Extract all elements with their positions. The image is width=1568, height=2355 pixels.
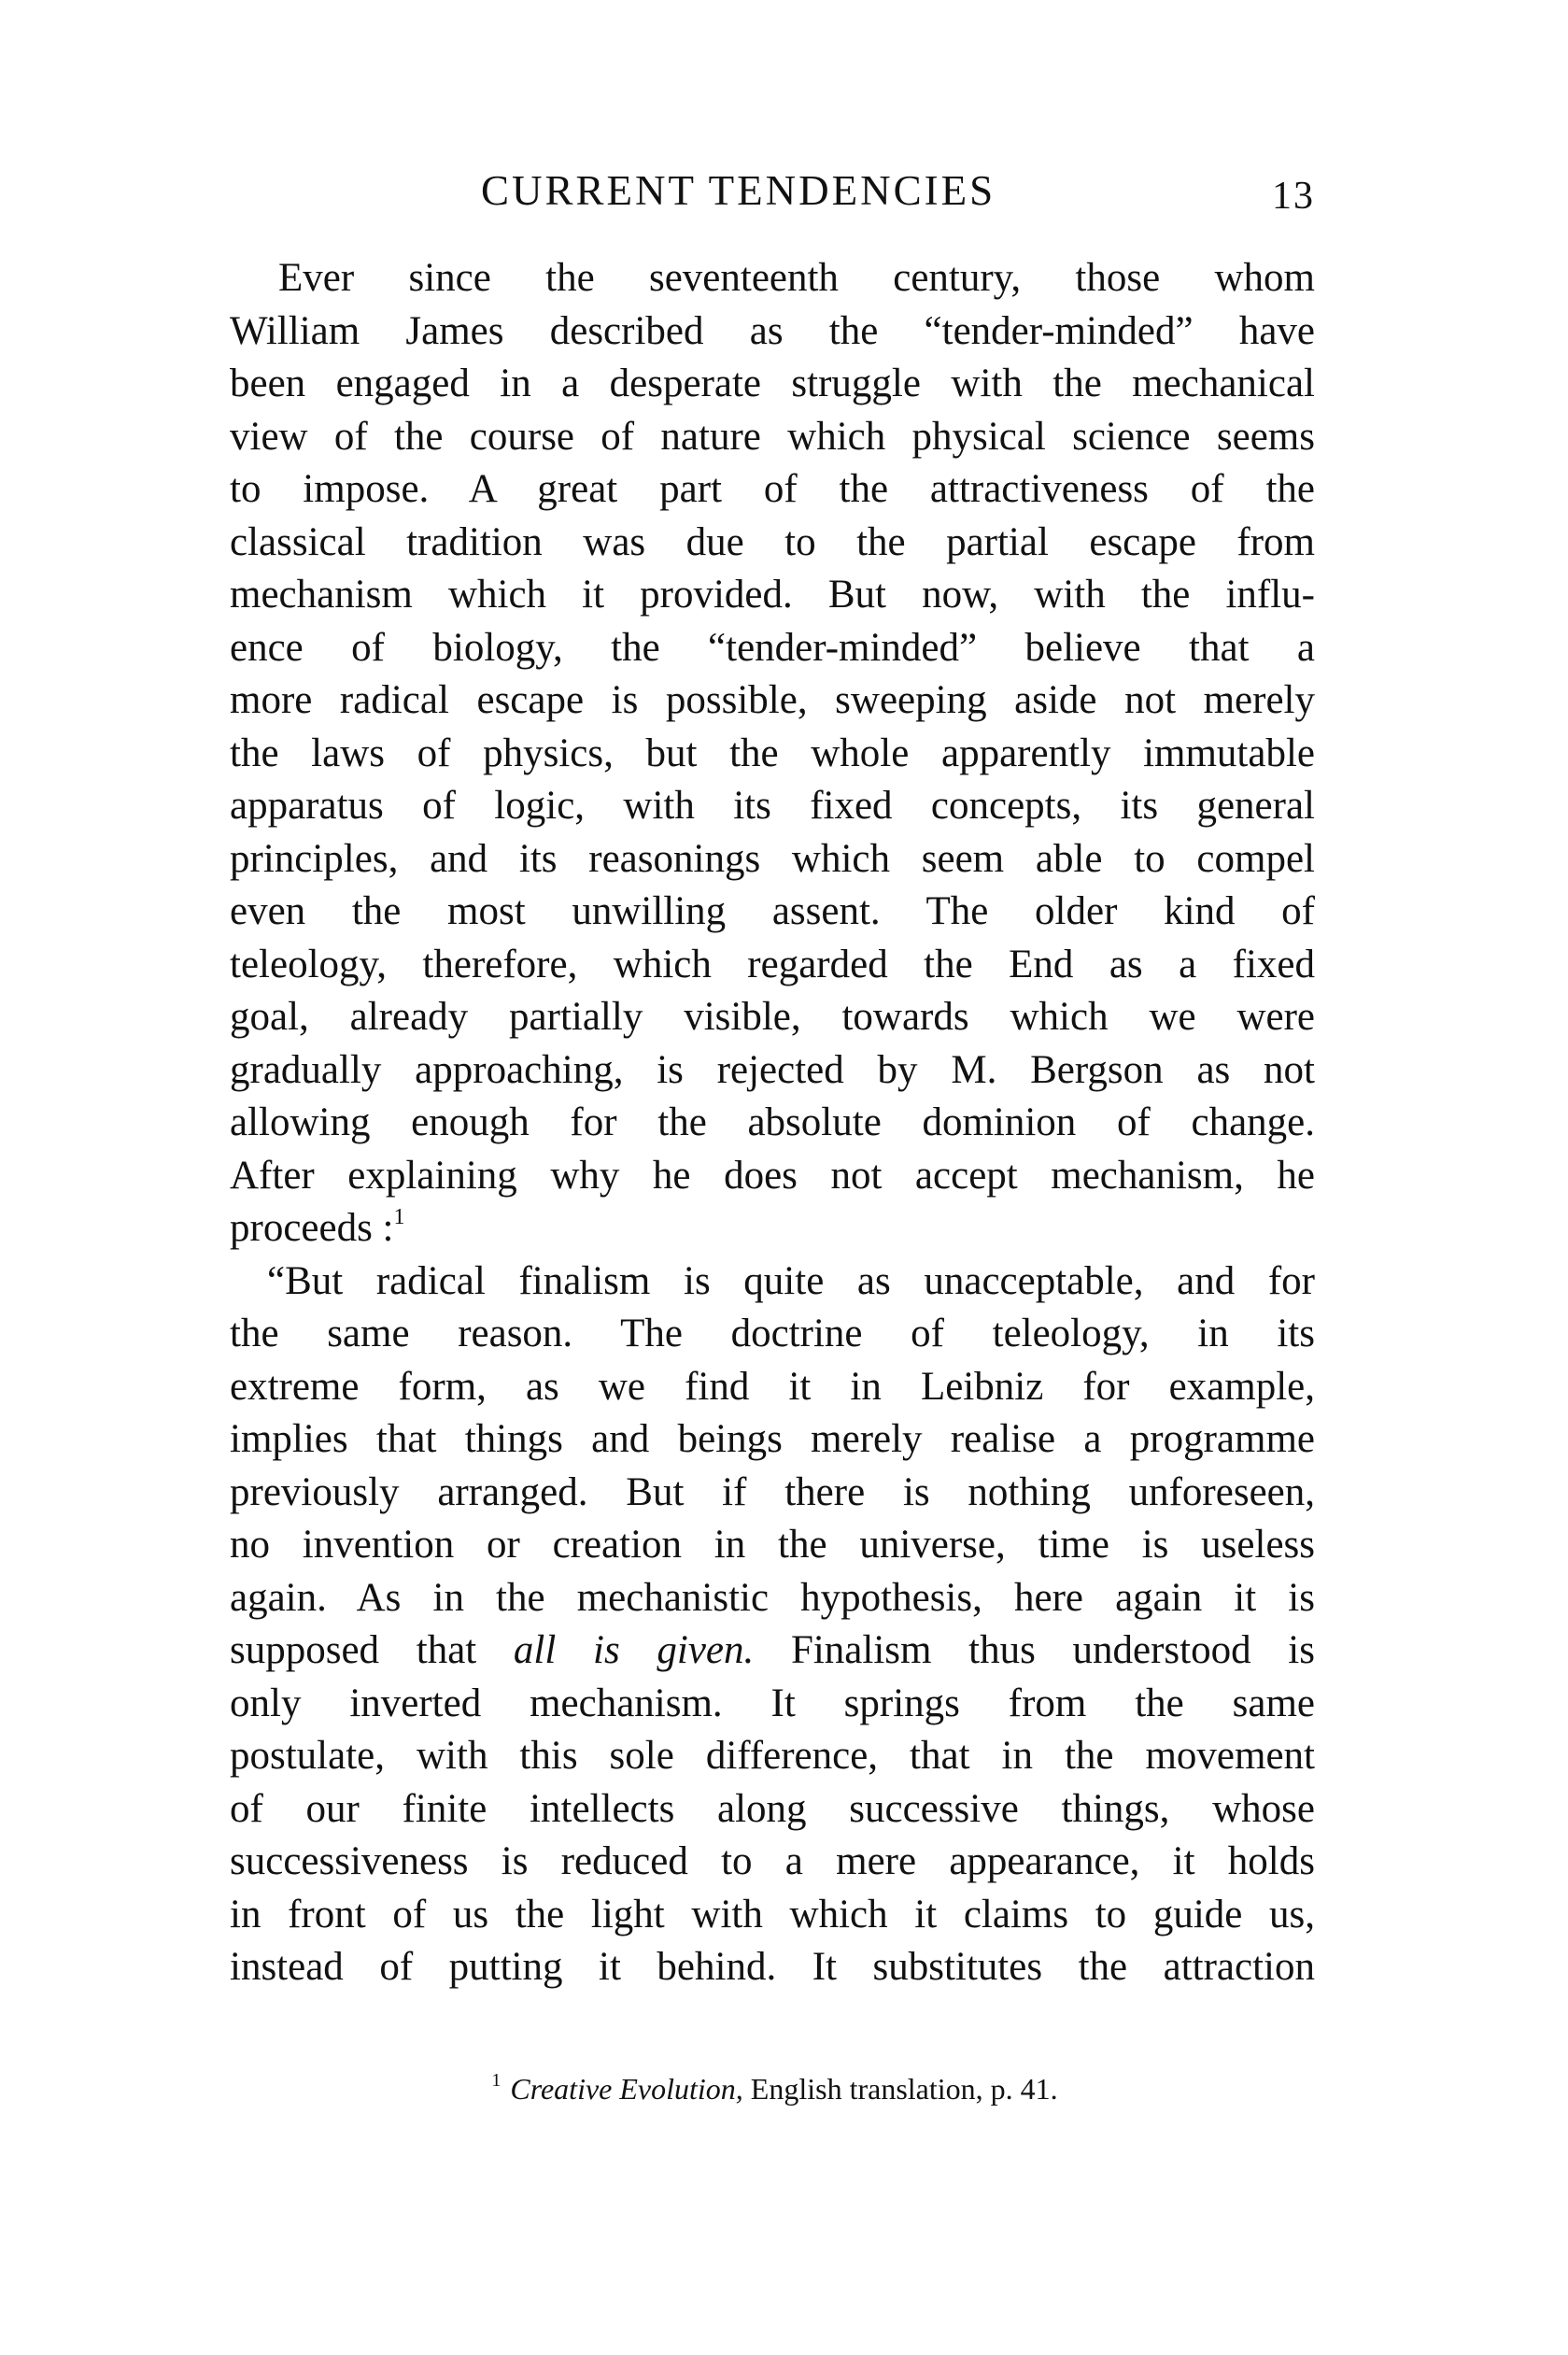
footnote-reference: 1 [393, 1205, 405, 1229]
text-line [230, 1624, 1315, 1678]
text-line: apparatus of logic, with its fixed concepts, its general [230, 784, 1315, 828]
text-line: only inverted mechanism. It springs from the same [230, 1681, 1315, 1725]
text-line: Ever since the seventeenth century, those whom [278, 256, 1315, 300]
text-line: William James described as the “tender-minded” have [230, 308, 1315, 353]
text-line: After explaining why he does not accept mechanism, he [230, 1153, 1315, 1198]
text-line: in front of us the light with which it claims to guide us, [230, 1892, 1315, 1936]
text-line: again. As in the mechanistic hypothesis, here again it is [230, 1575, 1315, 1620]
text-line: view of the course of nature which physical science seems [230, 414, 1315, 459]
text-line: gradually approaching, is rejected by M. Bergson as not [230, 1047, 1315, 1092]
text-line: teleology, therefore, which regarded the End as a fixed [230, 942, 1315, 986]
text-line: of our finite intellects along successive things, whose [230, 1786, 1315, 1831]
paragraph-1 [230, 252, 1315, 1256]
text-line: goal, already partially visible, towards which we were [230, 995, 1315, 1039]
line-text: Finalism thus understood is [754, 1628, 1315, 1672]
paragraph-2-quotation [230, 1256, 1315, 1994]
running-title: CURRENT TENDENCIES [481, 167, 996, 214]
text-line: postulate, with this sole difference, that in the movement [230, 1734, 1315, 1778]
italic-emphasis: all is given. [513, 1628, 755, 1672]
text-line: allowing enough for the absolute dominion of change. [230, 1100, 1315, 1144]
text-line: successiveness is reduced to a mere appearance, it holds [230, 1839, 1315, 1883]
text-line: ence of biology, the “tender-minded” believe that a [230, 625, 1315, 670]
line-text: proceeds : [230, 1206, 394, 1250]
running-head [0, 164, 1568, 217]
text-line: the laws of physics, but the whole apparently immutable [230, 731, 1315, 775]
line-text: supposed that [230, 1628, 514, 1672]
body-text [230, 252, 1315, 1994]
text-line: previously arranged. But if there is nothing unforeseen, [230, 1469, 1315, 1514]
footnote [0, 2068, 1568, 2109]
footnote-marker: 1 [491, 2070, 501, 2091]
text-line: principles, and its reasonings which seem able to compel [230, 836, 1315, 881]
text-line: the same reason. The doctrine of teleology, in its [230, 1312, 1315, 1355]
text-line: “But radical finalism is quite as unacceptable, and for [267, 1258, 1315, 1303]
text-line: mechanism which it provided. But now, with the influ- [230, 573, 1315, 617]
footnote-text: English translation, p. 41. [742, 2072, 1058, 2106]
footnote-book-title: Creative Evolution, [510, 2072, 743, 2106]
text-line: no invention or creation in the universe, time is useless [230, 1523, 1315, 1567]
text-line: instead of putting it behind. It substitutes the attraction [230, 1945, 1315, 1989]
footnote-content [491, 2068, 1057, 2109]
text-line: classical tradition was due to the partial escape from [230, 519, 1315, 564]
page-number: 13 [1272, 175, 1315, 218]
text-line: to impose. A great part of the attractiveness of the [230, 467, 1315, 511]
text-line [230, 1202, 1315, 1256]
text-line: implies that things and beings merely realise a programme [230, 1417, 1315, 1461]
text-line: extreme form, as we find it in Leibniz for example, [230, 1364, 1315, 1409]
text-line: more radical escape is possible, sweeping aside not merely [230, 678, 1315, 722]
text-line: been engaged in a desperate struggle with the mechanical [230, 362, 1315, 405]
text-line: even the most unwilling assent. The older kind of [230, 889, 1315, 933]
